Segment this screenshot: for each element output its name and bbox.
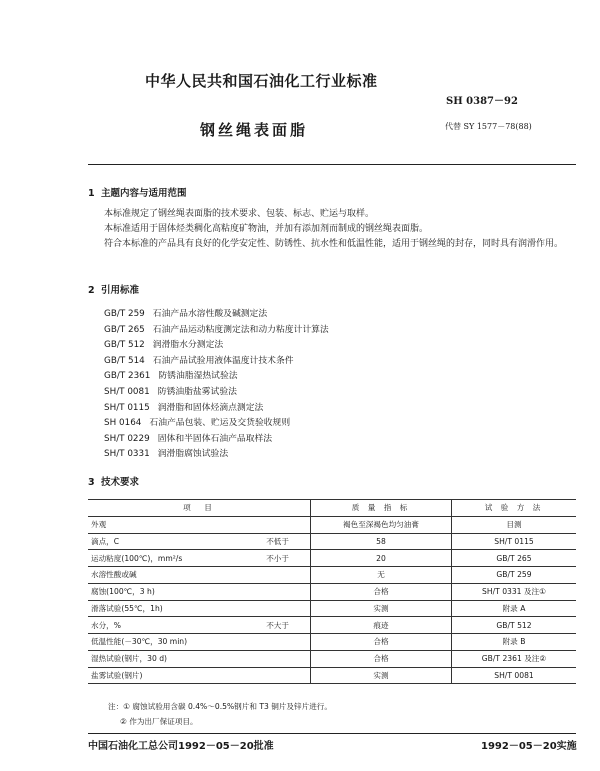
reference-code: SH/T 0115 [104,402,150,413]
reference-item [104,446,228,459]
reference-title: 润滑脂和固体烃滴点测定法 [157,402,264,413]
implementation-date: 1992－05－20实施 [481,741,577,752]
cell-quality-value: 20 [311,550,452,567]
cell-test-method: 附录 A [452,600,577,617]
cell-quality-value: 合格 [311,634,452,651]
table-note-1: 注：① 腐蚀试验用含碳 0.4%～0.5%钢片和 T3 铜片及锌片进行。 [108,702,332,711]
cell-quality-value: 褐色至深褐色均匀油膏 [311,516,452,533]
cell-test-method: 附录 B [452,634,577,651]
reference-item [104,431,272,444]
cell-test-method: 目测 [452,516,577,533]
reference-title: 防锈油脂盐雾试验法 [157,387,237,397]
reference-title: 润滑脂腐蚀试验法 [157,449,229,460]
reference-title: 石油产品运动粘度测定法和动力粘度计计算法 [152,324,329,335]
cell-item [88,650,311,667]
cell-item [88,667,311,684]
cell-quality-value: 58 [311,533,452,550]
item-name: 湿热试验(钢片，30 d) [91,654,167,664]
cell-item [88,617,311,634]
table-row [88,634,576,651]
document-title: 钢丝绳表面脂 [200,121,309,139]
reference-code: SH/T 0081 [104,387,150,397]
table-row [88,617,576,634]
section-1-heading [88,185,187,199]
cell-test-method: SH/T 0081 [452,667,577,684]
cell-item [88,516,311,533]
standard-code: SH 0387－92 [446,96,518,107]
reference-item [104,306,267,319]
reference-code: GB/T 2361 [104,371,151,382]
reference-item [104,368,238,381]
technical-requirements-table [88,499,576,684]
reference-title: 石油产品水溶性酸及碱测定法 [152,309,268,319]
table-row [88,516,576,533]
cell-item [88,533,311,550]
item-name: 外观 [91,520,107,530]
section-3-heading [88,474,139,488]
reference-title: 固体和半固体石油产品取样法 [157,433,273,444]
cell-item [88,583,311,600]
reference-code: GB/T 259 [104,309,145,319]
reference-item [104,384,237,397]
reference-code: SH/T 0331 [104,449,150,460]
cell-quality-value: 无 [311,567,452,584]
table-row [88,567,576,584]
section-1-paragraph: 符合本标准的产品具有良好的化学安定性、防锈性、抗水性和低温性能，适用于钢丝绳的封存，同时具有润滑作用。 [104,239,564,249]
table-row [88,650,576,667]
cell-test-method: SH/T 0115 [452,533,577,550]
cell-item [88,634,311,651]
table-row [88,550,576,567]
reference-code: GB/T 514 [104,355,145,366]
section-2-number: 2 [88,285,95,296]
item-name: 运动粘度(100℃)，mm²/s [91,553,183,563]
approval-line: 中国石油化工总公司1992－05－20批准 [88,741,274,752]
reference-item [104,353,294,366]
reference-code: GB/T 512 [104,340,145,351]
reference-item [104,415,290,428]
cell-test-method: GB/T 512 [452,617,577,634]
section-1-paragraph: 本标准适用于固体烃类稠化高粘度矿物油，并加有添加剂而制成的钢丝绳表面脂。 [104,224,429,234]
cell-quality-value: 痕迹 [311,617,452,634]
section-1-paragraph: 本标准规定了钢丝绳表面脂的技术要求、包装、标志、贮运与取样。 [104,209,375,219]
table-row [88,583,576,600]
cell-test-method: GB/T 259 [452,567,577,584]
reference-item [104,337,223,350]
cell-test-method: SH/T 0331 及注① [452,583,577,600]
section-3-number: 3 [88,477,95,488]
section-2-title: 引用标准 [101,285,140,296]
header-quality-index: 质 量 指 标 [311,500,452,517]
section-1-title: 主题内容与适用范围 [101,188,187,199]
table-row [88,533,576,550]
replaces-standard: 代替 SY 1577－78(88) [445,122,532,131]
cell-item [88,567,311,584]
item-qualifier: 不大于 [266,620,289,630]
reference-title: 润滑脂水分测定法 [152,340,224,351]
table-header-row [88,500,576,517]
footer-divider [88,733,576,734]
cell-quality-value: 合格 [311,583,452,600]
section-3-title: 技术要求 [101,477,140,488]
reference-title: 石油产品试验用液体温度计技术条件 [152,355,294,366]
reference-code: SH/T 0229 [104,433,150,444]
section-1-number: 1 [88,188,95,199]
header-item: 项 目 [88,500,311,517]
item-name: 盐雾试验(钢片) [91,670,143,680]
item-qualifier: 不低于 [266,536,289,546]
cell-quality-value: 合格 [311,650,452,667]
reference-item [104,322,329,335]
reference-title: 防锈油脂湿热试验法 [158,371,238,382]
item-name: 腐蚀(100℃，3 h) [91,587,155,597]
cell-quality-value: 实测 [311,600,452,617]
item-name: 滴点，C [91,536,120,546]
header-test-method: 试 验 方 法 [452,500,577,517]
cell-item [88,550,311,567]
item-qualifier: 不小于 [266,553,289,563]
cell-test-method: GB/T 265 [452,550,577,567]
cell-quality-value: 实测 [311,667,452,684]
table-row [88,600,576,617]
section-2-heading [88,282,139,296]
cell-test-method: GB/T 2361 及注② [452,650,577,667]
reference-item [104,400,263,413]
table-row [88,667,576,684]
item-name: 低温性能(－30℃，30 min) [91,637,188,647]
item-name: 水分，% [91,620,121,630]
table-note-2: ② 作为出厂保证项目。 [120,717,198,726]
reference-title: 石油产品包装、贮运及交货验收规则 [149,418,291,429]
item-name: 滑落试验(55℃，1h) [91,603,163,613]
header-divider [88,164,576,165]
reference-code: GB/T 265 [104,324,145,335]
reference-code: SH 0164 [104,418,142,429]
issuing-organization: 中华人民共和国石油化工行业标准 [145,72,378,90]
cell-item [88,600,311,617]
item-name: 水溶性酸或碱 [91,570,137,580]
